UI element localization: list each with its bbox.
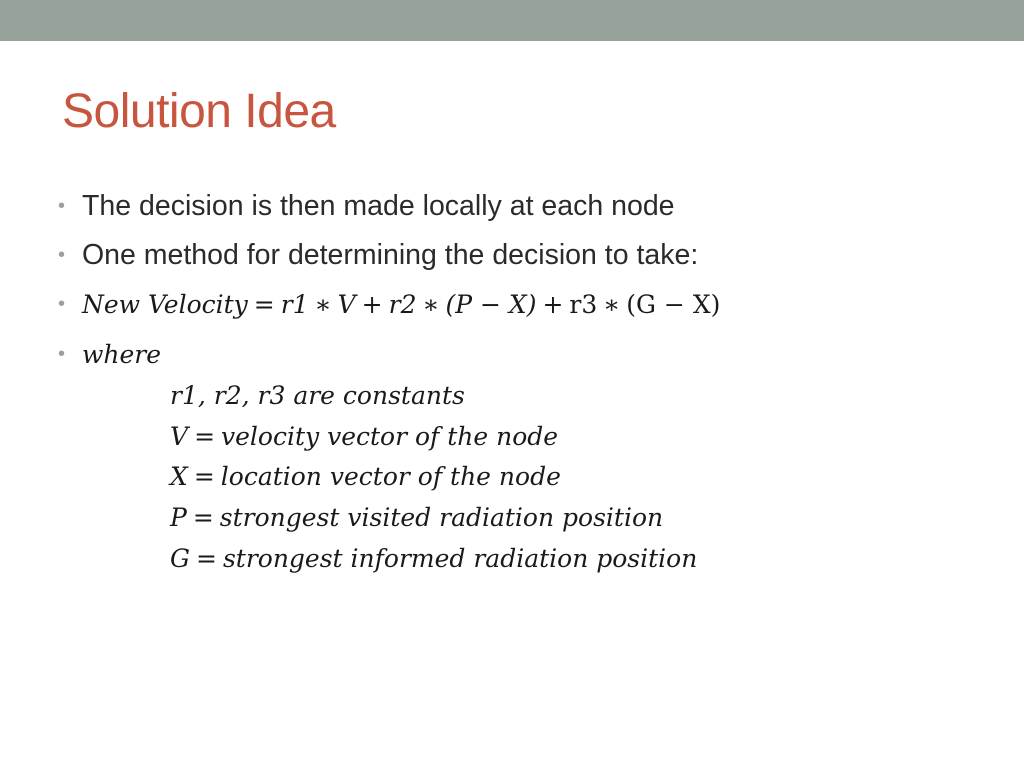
definition-row (170, 497, 663, 537)
equation-term: r3 (569, 289, 598, 319)
definition-row (170, 375, 465, 415)
definition-equals: = (192, 502, 214, 532)
equation-term: (G − X) (626, 289, 721, 319)
equation-term: r2 (388, 289, 417, 319)
definition-row (170, 538, 697, 578)
equation-operator: ∗ (603, 289, 621, 319)
where-label: where (82, 339, 162, 369)
velocity-equation (82, 290, 720, 319)
bullet-dot-icon: • (58, 243, 66, 266)
definition-symbol: r1, r2, r3 (170, 380, 286, 410)
definition-text: strongest informed radiation position (222, 543, 698, 573)
definition-symbol: P (170, 502, 187, 532)
definition-text: velocity vector of the node (221, 421, 559, 451)
definition-row (170, 416, 558, 456)
bullet-dot-icon: • (58, 292, 66, 315)
equation-term: r1 (280, 289, 309, 319)
equation-term: V (337, 289, 356, 319)
definition-text: are constants (293, 380, 465, 410)
equation-operator: + (361, 289, 383, 319)
equation-operator: ∗ (314, 289, 332, 319)
bullet-text: One method for determining the decision to take: (82, 238, 699, 271)
definition-symbol: V (170, 421, 189, 451)
bullet-item (58, 237, 698, 273)
bullet-equation (58, 286, 720, 322)
definition-text: location vector of the node (220, 461, 561, 491)
definition-equals: = (193, 461, 215, 491)
equation-lhs: New Velocity (82, 289, 248, 319)
definition-row (170, 456, 561, 496)
bullet-where (58, 336, 161, 372)
bullet-item (58, 188, 675, 224)
slide-title: Solution Idea (62, 85, 336, 138)
equation-equals: = (253, 289, 275, 319)
definition-text: strongest visited radiation position (219, 502, 664, 532)
header-band (0, 0, 1024, 41)
equation-term: (P − X) (445, 289, 537, 319)
definition-symbol: X (170, 461, 188, 491)
bullet-dot-icon: • (58, 342, 66, 365)
definition-equals: = (194, 421, 216, 451)
bullet-dot-icon: • (58, 194, 66, 217)
definition-symbol: G (170, 543, 190, 573)
bullet-text: The decision is then made locally at each node (82, 189, 675, 222)
equation-operator: ∗ (422, 289, 440, 319)
definition-equals: = (195, 543, 217, 573)
equation-operator: + (542, 289, 564, 319)
